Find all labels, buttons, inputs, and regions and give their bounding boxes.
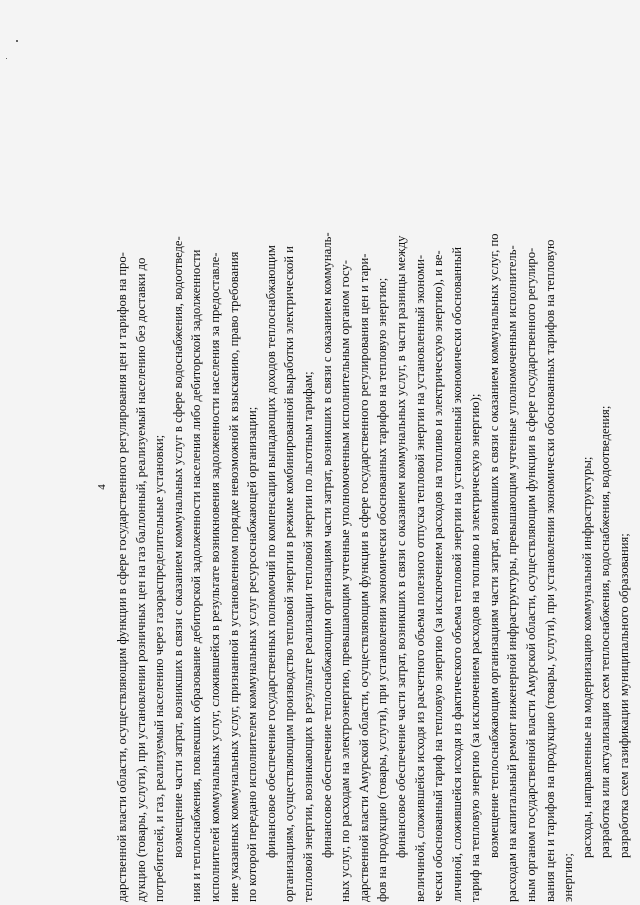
- rotated-text-area: [96, 72, 632, 902]
- text-line: организациям, осуществляющим производство тепловой энергии в режиме комбинированной выработки электрической и: [282, 246, 297, 902]
- text-line: чески обоснованный тариф на тепловую энергию (за исключением расходов на топливо и электрическую энергию), и ве-: [431, 250, 446, 902]
- text-line: финансовое обеспечение части затрат, возникших в связи с оказанием коммунальных услуг, в части разницы между: [393, 235, 408, 858]
- text-line: расходы, направленные на модернизацию коммунальной инфраструктуры;: [579, 456, 594, 858]
- text-line: дарственной власти области, осуществляющим функции в сфере государственного регулирования цен и тарифов на про-: [115, 252, 129, 902]
- text-line: вания цен и тарифов на продукцию (товары, услуги), при установлении экономически обоснованных тарифов на тепловую: [542, 239, 557, 902]
- text-line: величиной, сложившейся исходя из расчетного объема полезного отпуска тепловой энергии на установленный экономи-: [412, 254, 427, 902]
- scan-speck: [6, 58, 7, 59]
- text-line: ным органом государственной власти Амурской области, осуществляющим функции в сфере государственного регулиро-: [524, 247, 539, 902]
- text-line: дарственной власти Амурской области, осуществляющим функции в сфере государственного регулирования цен и тари-: [356, 253, 371, 902]
- text-line: финансовое обеспечение теплоснабжающим организациям части затрат, возникших в связи с оказанием коммуналь-: [319, 232, 334, 858]
- text-line: личиной, сложившейся исходя из фактического объема тепловой энергии на установленный экономически обоснованный: [449, 247, 464, 902]
- text-line: возмещение теплоснабжающим организациям части затрат, возникших в связи с оказанием коммунальных услуг, по: [486, 233, 501, 858]
- text-line: дукцию (товары, услуги), при установлении розничных цен на газ баллонный, реализуемый населению без доставки до: [133, 257, 148, 902]
- text-line: тариф на тепловую энергию (за исключением расходов на топливо и электрическую энергию);: [468, 393, 483, 902]
- page-number: 4: [96, 484, 108, 490]
- text-line: разработка схем газификации муниципального образования;: [617, 533, 632, 858]
- body-text: [113, 72, 634, 902]
- text-line: расходам на капитальный ремонт инженерной инфраструктуры, превышающим учтенные уполномоченным исполнитель-: [505, 245, 520, 902]
- text-line: возмещение части затрат, возникших в связи с оказанием коммунальных услуг в сфере водоснабжения, водоотведе-: [170, 236, 185, 858]
- text-line: финансовое обеспечение государственных полномочий по компенсации выпадающих доходов теплоснабжающим: [263, 245, 278, 858]
- text-line: разработка или актуализация схем теплоснабжения, водоснабжения, водоотведения;: [598, 405, 613, 858]
- text-line: потребителей, и газ, реализуемый населению через газораспределительные установки;: [152, 434, 167, 902]
- text-line: ние указанных коммунальных услуг, признанной в установленном порядке невозможной к взысканию, право требования: [226, 251, 241, 902]
- text-line: тепловой энергии, возникающих в результате реализации тепловой энергии по льготным тарифам;: [300, 371, 315, 902]
- text-line: по которой передано исполнителем коммунальных услуг ресурсоснабжающей организации;: [245, 406, 260, 902]
- text-line: ных услуг, по расходам на электроэнергию, превышающим учтенные уполномоченным исполнительным органом госу-: [338, 260, 353, 902]
- scan-speck: [16, 40, 18, 42]
- text-line: энергию;: [561, 853, 576, 902]
- text-line: ния и теплоснабжения, повлекших образование дебиторской задолженности населения либо дебиторской задолженности: [189, 249, 204, 902]
- text-line: исполнителей коммунальных услуг, сложившейся в результате возникновения задолженности населения за предоставле-: [207, 252, 222, 902]
- text-line: фов на продукцию (товары, услуги), при установлении экономически обоснованных тарифов на тепловую энергию;: [375, 277, 390, 902]
